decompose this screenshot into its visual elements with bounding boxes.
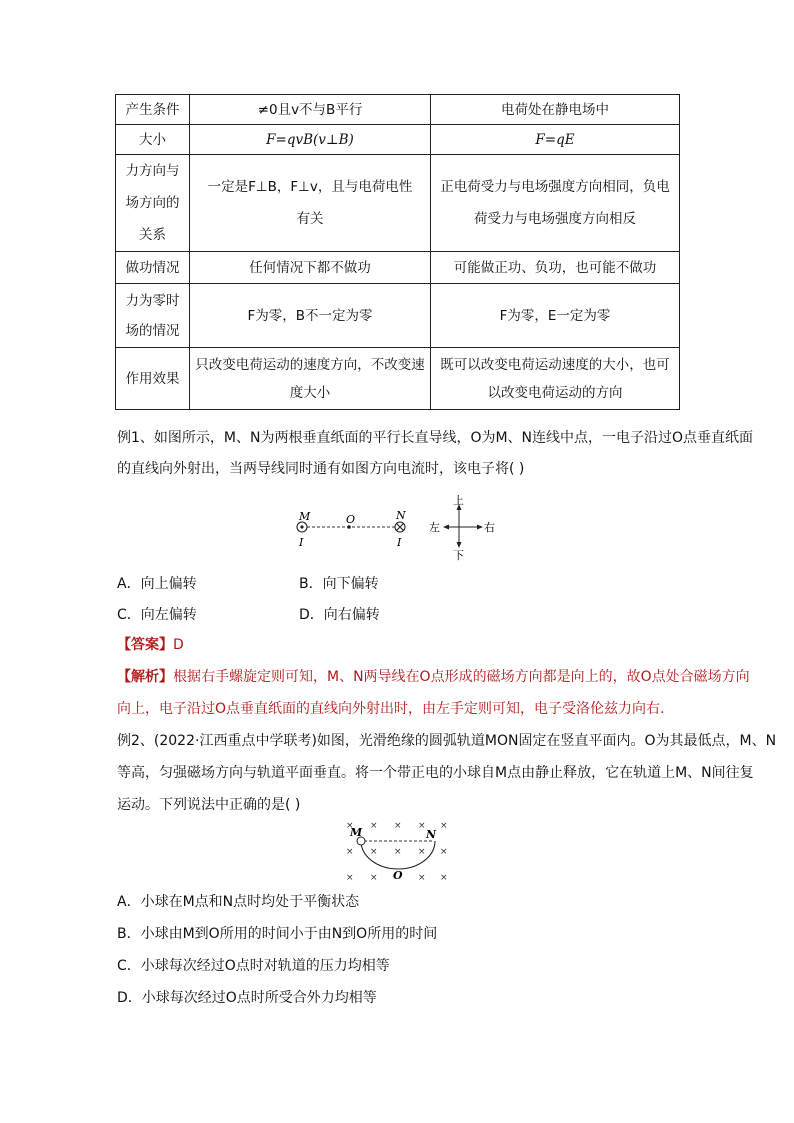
cross-mark: ×	[418, 821, 426, 831]
example2-question-line1: 例2、(2022·江西重点中学联考)如图，光滑绝缘的圆弧轨道MON固定在竖直平面内。O为其最低点，M、N	[117, 733, 777, 749]
label-down: 下	[453, 549, 464, 562]
example2-figure	[340, 818, 450, 888]
cross-mark: ×	[394, 847, 402, 857]
magnetic-cell: F=qvB(v⊥B)	[190, 125, 431, 155]
arrow-down-icon	[457, 542, 462, 548]
analysis-text: 根据右手螺旋定则可知，M、N两导线在O点形成的磁场方向都是向上的，故O点处合磁场方向	[173, 669, 750, 685]
label-o: O	[393, 869, 403, 882]
cross-mark: ×	[346, 821, 354, 831]
example1-option-c: C．向左偏转	[117, 607, 197, 623]
example1-question-line1: 例1、如图所示，M、N为两根垂直纸面的平行长直导线，O为M、N连线中点，一电子沿过O点垂直纸面	[117, 430, 754, 446]
cross-mark: ×	[370, 821, 378, 831]
analysis-label: 【解析】	[117, 669, 173, 685]
cross-mark: ×	[346, 847, 354, 857]
table-row	[116, 95, 680, 125]
cross-mark: ×	[370, 847, 378, 857]
electric-cell: F=qE	[431, 125, 680, 155]
magnetic-cell: F为零，B不一定为零	[190, 284, 431, 348]
answer-value: D	[173, 637, 184, 653]
example1-option-d: D．向右偏转	[299, 607, 380, 623]
cross-mark: ×	[440, 847, 448, 857]
table-row	[116, 155, 680, 252]
electric-cell: 可能做正功、负功，也可能不做功	[431, 252, 680, 284]
label-n: N	[396, 509, 406, 522]
cross-mark: ×	[370, 873, 378, 883]
row-label: 力为零时场的情况	[116, 284, 190, 348]
magnetic-cell: 只改变电荷运动的速度方向，不改变速度大小	[190, 348, 431, 410]
example2-option-d: D．小球每次经过O点时所受合外力均相等	[117, 990, 377, 1006]
cross-mark: ×	[440, 821, 448, 831]
label-m: M	[350, 826, 363, 839]
magnetic-cell: 一定是F⊥B，F⊥v，且与电荷电性有关	[190, 155, 431, 252]
label-current-n: I	[397, 536, 402, 549]
example1-question-line2: 的直线向外射出，当两导线同时通有如图方向电流时，该电子将( )	[117, 461, 525, 477]
row-label: 做功情况	[116, 252, 190, 284]
electric-cell: 电荷处在静电场中	[431, 95, 680, 125]
example2-question-line2: 等高，匀强磁场方向与轨道平面垂直。将一个带正电的小球自M点由静止释放，它在轨道上M、N间往复	[117, 765, 754, 781]
table-row	[116, 125, 680, 155]
row-label: 作用效果	[116, 348, 190, 410]
example1-figure	[290, 493, 510, 563]
arrow-left-icon	[443, 525, 449, 530]
cross-mark: ×	[440, 873, 448, 883]
row-label: 力方向与场方向的关系	[116, 155, 190, 252]
table-row	[116, 348, 680, 410]
row-label: 大小	[116, 125, 190, 155]
cross-mark: ×	[346, 873, 354, 883]
example1-answer	[117, 635, 184, 655]
label-up: 上	[453, 494, 464, 507]
magnetic-cell: ≠0且v不与B平行	[190, 95, 431, 125]
cross-mark: ×	[418, 847, 426, 857]
example1-option-b: B．向下偏转	[299, 576, 379, 592]
cross-mark: ×	[394, 821, 402, 831]
example2-option-b: B．小球由M到O所用的时间小于由N到O所用的时间	[117, 926, 438, 942]
label-current-m: I	[299, 536, 304, 549]
example1-option-a: A．向上偏转	[117, 576, 197, 592]
example1-analysis-line1	[117, 667, 750, 687]
example2-option-a: A．小球在M点和N点时均处于平衡状态	[117, 894, 360, 910]
comparison-table	[115, 94, 680, 410]
example2-question-line3: 运动。下列说法中正确的是( )	[117, 797, 301, 813]
label-right: 右	[484, 521, 495, 534]
example2-option-c: C．小球每次经过O点时对轨道的压力均相等	[117, 958, 390, 974]
label-n: N	[426, 828, 437, 841]
row-label: 产生条件	[116, 95, 190, 125]
example1-analysis-line2: 向上，电子沿过O点垂直纸面的直线向外射出时，由左手定则可知，电子受洛伦兹力向右.	[117, 701, 665, 717]
electric-cell: 正电荷受力与电场强度方向相同，负电荷受力与电场强度方向相反	[431, 155, 680, 252]
cross-mark: ×	[418, 873, 426, 883]
label-o: O	[346, 513, 356, 526]
electric-cell: 既可以改变电荷运动速度的大小，也可以改变电荷运动的方向	[431, 348, 680, 410]
electric-cell: F为零，E一定为零	[431, 284, 680, 348]
current-out-dot	[300, 525, 303, 528]
label-m: M	[299, 510, 311, 523]
answer-label: 【答案】	[117, 637, 173, 653]
magnetic-cell: 任何情况下都不做功	[190, 252, 431, 284]
arrow-right-icon	[477, 525, 483, 530]
label-left: 左	[429, 521, 440, 534]
table-row	[116, 252, 680, 284]
table-row	[116, 284, 680, 348]
